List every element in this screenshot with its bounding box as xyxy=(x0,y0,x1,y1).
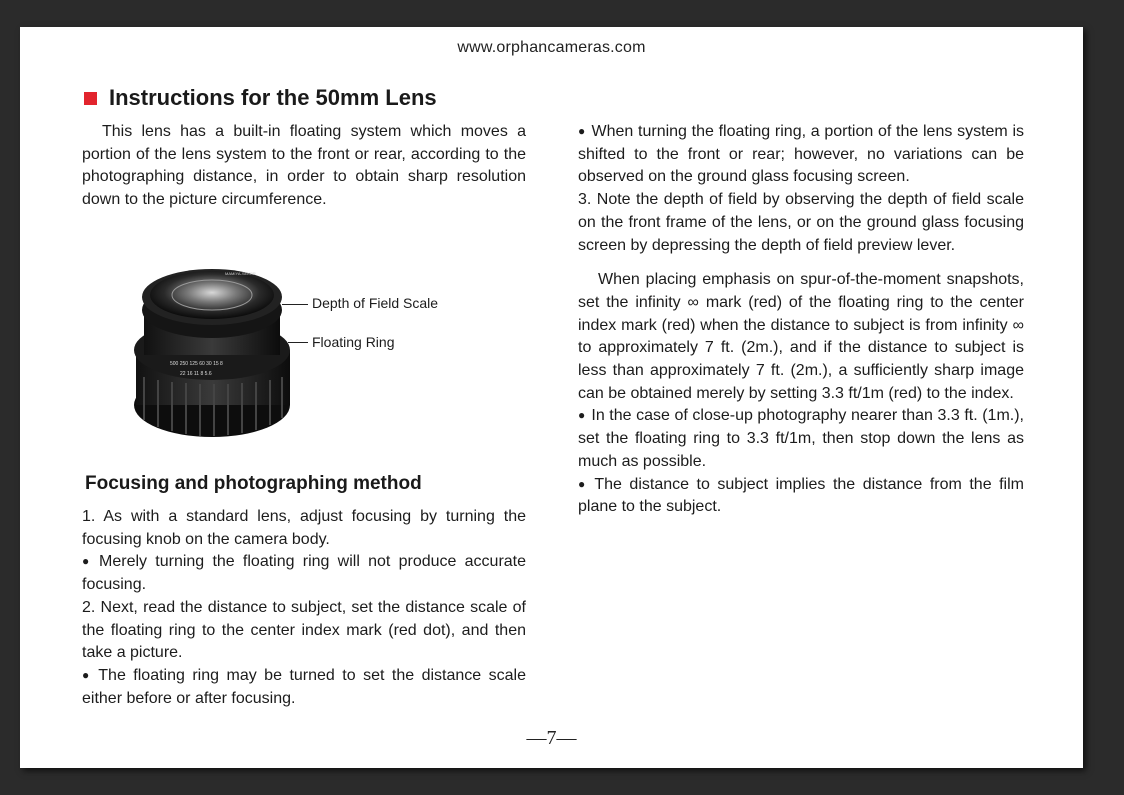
red-square-icon xyxy=(84,92,97,105)
right-column xyxy=(578,121,1024,519)
bullet-item xyxy=(82,665,526,710)
page-number: —7— xyxy=(526,727,577,749)
bullet-item xyxy=(578,405,1024,473)
intro-paragraph: This lens has a built-in floating system which moves a portion of the lens system to the front or rear, according to the photographing distance, in order to obtain sharp resolution down to the picture circumference. xyxy=(82,123,526,209)
step-3: 3. Note the depth of field by observing the depth of field scale on the front frame of the lens, or on the ground glass focusing screen by depressing the depth of field preview lever. xyxy=(578,191,1024,254)
intro-column xyxy=(82,121,526,212)
subsection-title: Focusing and photographing method xyxy=(85,473,422,494)
step-2: 2. Next, read the distance to subject, set the distance scale of the floating ring to the center index mark (red dot), and then take a picture. xyxy=(82,598,526,662)
snapshot-paragraph: When placing emphasis on spur-of-the-moment snapshots, set the infinity ∞ mark (red) of the floating ring to the center index mark (red) when the distance to subject is from infinity ∞ to approximately 7 ft. (2m.), and if the distance to subject is less than approximately 7 ft. (2m.), a sufficiently sharp image can be obtained merely by setting 3.3 ft/1m (red) to the index. xyxy=(578,271,1024,402)
bullet-text: Merely turning the floating ring will not produce accurate focusing. xyxy=(82,553,527,594)
bullet-icon: ● xyxy=(82,554,94,569)
callout-line-depth xyxy=(282,304,308,305)
bullet-text: The distance to subject implies the distance from the film plane to the subject. xyxy=(578,475,1024,516)
section-title-text: Instructions for the 50mm Lens xyxy=(109,85,437,110)
bullet-text: When turning the floating ring, a portion of the lens system is shifted to the front or rear; however, no variations can be observed on the ground glass focusing screen. xyxy=(578,123,1024,186)
bullet-item xyxy=(578,474,1024,519)
bullet-icon: ● xyxy=(82,667,93,682)
svg-text:MAMIYA-SEKOR: MAMIYA-SEKOR xyxy=(225,271,256,276)
callout-floating-ring: Floating Ring xyxy=(312,334,395,350)
step-1: 1. As with a standard lens, adjust focusing by turning the focusing knob on the camera body. xyxy=(82,508,526,548)
bullet-text: The floating ring may be turned to set the distance scale either before or after focusing. xyxy=(82,666,526,707)
bullet-icon: ● xyxy=(578,476,589,491)
callout-depth-of-field-scale: Depth of Field Scale xyxy=(312,295,439,311)
bullet-item xyxy=(82,551,526,596)
section-title xyxy=(84,85,437,111)
paragraph-gap xyxy=(578,257,1024,269)
manual-page xyxy=(20,27,1083,768)
bullet-item xyxy=(578,121,1024,189)
website-header: www.orphancameras.com xyxy=(457,39,646,56)
svg-text:22 16 11 8 5.6: 22 16 11 8 5.6 xyxy=(180,371,212,377)
bullet-icon: ● xyxy=(578,408,586,423)
callout-line-ring xyxy=(288,342,308,343)
svg-text:500 250 125 60 30 15 8: 500 250 125 60 30 15 8 xyxy=(170,361,223,367)
bullet-text: In the case of close-up photography nearer than 3.3 ft. (1m.), set the floating ring to 3.3 ft/1m, then stop down the lens as much as possible. xyxy=(578,407,1024,470)
bullet-icon: ● xyxy=(578,124,586,138)
lens-illustration xyxy=(130,255,310,445)
focusing-column xyxy=(82,506,526,710)
